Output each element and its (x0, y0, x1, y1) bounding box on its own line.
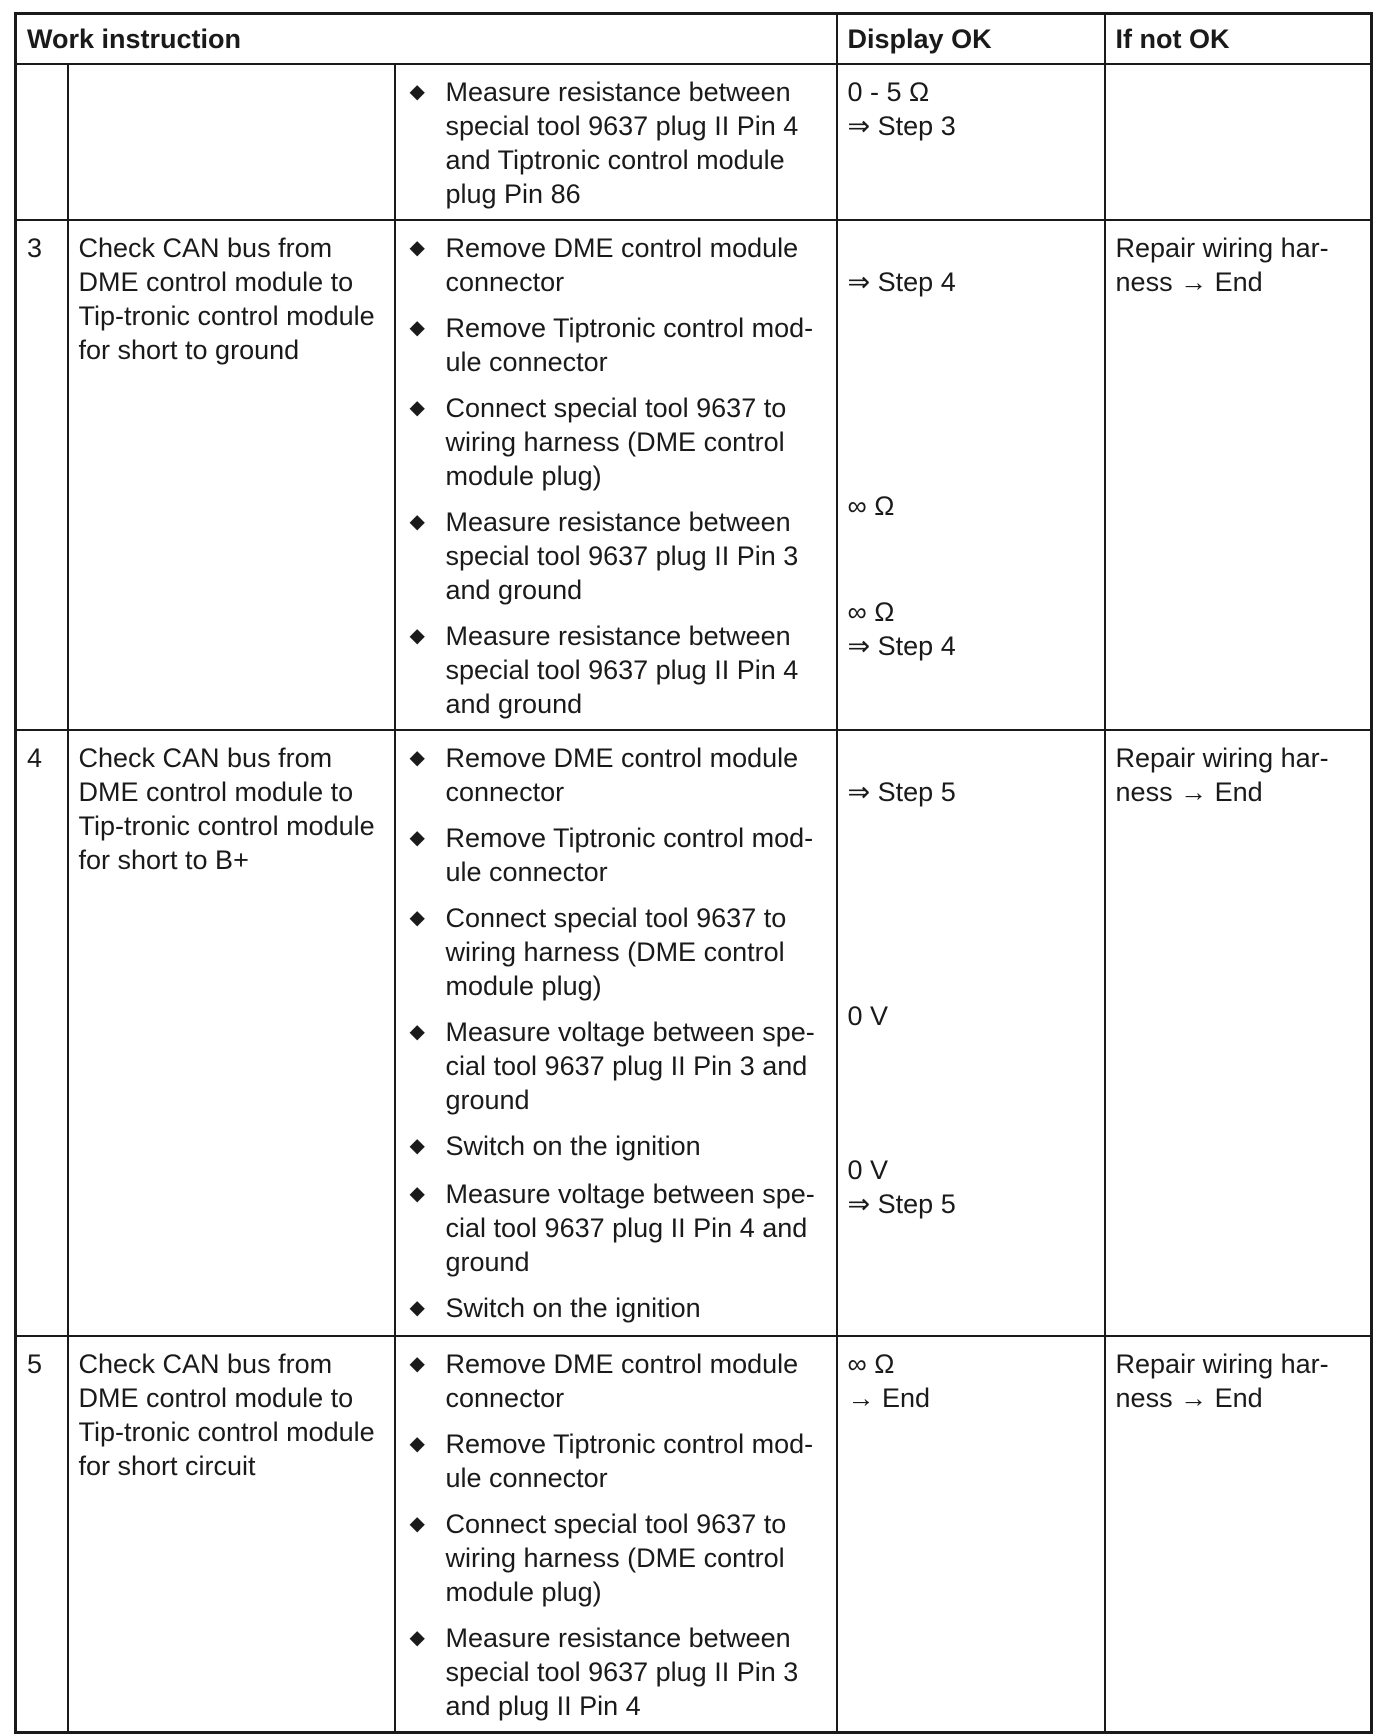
action-list (395, 220, 837, 730)
test-description: Check CAN bus from DME control module to Tip-tronic control module for short circuit (68, 1336, 395, 1733)
display-ok-block (838, 595, 1104, 689)
action-text: Remove Tiptronic control mod-ule connector (445, 1429, 814, 1493)
test-description (68, 64, 395, 220)
diamond-bullet-icon: ◆ (409, 1297, 425, 1319)
table-row (16, 220, 1372, 730)
test-description: Check CAN bus from DME control module to Tip-tronic control module for short to B+ (68, 730, 395, 1336)
action-item (396, 311, 836, 379)
display-ok-block (838, 999, 1104, 1093)
action-item (396, 901, 836, 1003)
diamond-bullet-icon: ◆ (409, 1021, 425, 1043)
display-ok-cell (837, 730, 1105, 1336)
action-item (396, 619, 836, 721)
test-description: Check CAN bus from DME control module to Tip-tronic control module for short to ground (68, 220, 395, 730)
step-number: 5 (16, 1336, 68, 1733)
display-ok-block (838, 821, 1104, 881)
action-item (396, 1427, 836, 1495)
table-row (16, 1336, 1372, 1733)
step-number: 3 (16, 220, 68, 730)
action-item (396, 505, 836, 607)
display-ok-value: 0 V (847, 1155, 889, 1185)
display-ok-block (838, 489, 1104, 583)
action-list (395, 1336, 837, 1733)
action-text: Measure resistance between special tool 9637 plug II Pin 3 and plug II Pin 4 (445, 1623, 799, 1721)
action-text: Remove DME control module connector (445, 1349, 799, 1413)
work-instruction-sheet (14, 12, 1370, 1734)
action-text: Measure voltage between spe-cial tool 9637 plug II Pin 3 and ground (445, 1017, 815, 1115)
action-text: Connect special tool 9637 to wiring harness (DME control module plug) (445, 393, 787, 491)
action-item (396, 1015, 836, 1117)
display-ok-value: ⇒ Step 4 (847, 267, 956, 297)
display-ok-value (848, 741, 1094, 775)
diamond-bullet-icon: ◆ (409, 1135, 425, 1157)
diamond-bullet-icon: ◆ (409, 1513, 425, 1535)
header-if-not-ok: If not OK (1105, 14, 1372, 65)
display-ok-cell (837, 64, 1105, 220)
action-list (395, 730, 837, 1336)
display-ok-block (838, 893, 1104, 987)
step-number: 4 (16, 730, 68, 1336)
action-item (396, 741, 836, 809)
action-text: Measure resistance between special tool 9637 plug II Pin 4 and Tiptronic control module plug Pin 86 (445, 77, 799, 209)
if-not-ok-text: Repair wiring har-ness → End (1105, 730, 1372, 1336)
display-ok-block (838, 1259, 1104, 1295)
display-ok-value: ∞ Ω (847, 1349, 895, 1379)
diamond-bullet-icon: ◆ (409, 827, 425, 849)
action-item (396, 1177, 836, 1279)
diamond-bullet-icon: ◆ (409, 1183, 425, 1205)
action-text: Switch on the ignition (445, 1131, 701, 1161)
diamond-bullet-icon: ◆ (409, 397, 425, 419)
action-item (396, 231, 836, 299)
action-text: Measure resistance between special tool 9637 plug II Pin 4 and ground (445, 621, 799, 719)
work-instruction-table (14, 12, 1373, 1734)
action-text: Remove DME control module connector (445, 743, 799, 807)
table-row (16, 730, 1372, 1336)
diamond-bullet-icon: ◆ (409, 1433, 425, 1455)
header-work-instruction: Work instruction (16, 14, 837, 65)
display-ok-cell (837, 1336, 1105, 1733)
display-ok-value: ⇒ Step 5 (847, 1189, 956, 1219)
diamond-bullet-icon: ◆ (409, 511, 425, 533)
display-ok-value: ⇒ Step 3 (847, 111, 956, 141)
action-item (396, 821, 836, 889)
action-text: Remove Tiptronic control mod-ule connector (445, 823, 814, 887)
display-ok-block (838, 1499, 1104, 1593)
display-ok-value: ⇒ Step 4 (847, 631, 956, 661)
diamond-bullet-icon: ◆ (409, 317, 425, 339)
table-row (16, 64, 1372, 220)
display-ok-value: ∞ Ω (847, 597, 895, 627)
display-ok-block (838, 1105, 1104, 1141)
display-ok-block (838, 231, 1104, 299)
diamond-bullet-icon: ◆ (409, 1353, 425, 1375)
action-item (396, 1291, 836, 1327)
header-row (16, 14, 1372, 65)
display-ok-value: → End (847, 1383, 931, 1413)
if-not-ok-text (1105, 64, 1372, 220)
diamond-bullet-icon: ◆ (409, 1627, 425, 1649)
display-ok-block (838, 741, 1104, 809)
display-ok-block (838, 1427, 1104, 1487)
diamond-bullet-icon: ◆ (409, 237, 425, 259)
header-display-ok: Display OK (837, 14, 1105, 65)
display-ok-block (838, 383, 1104, 477)
diamond-bullet-icon: ◆ (409, 625, 425, 647)
table-body (16, 64, 1372, 1733)
action-text: Connect special tool 9637 to wiring harness (DME control module plug) (445, 1509, 787, 1607)
step-number (16, 64, 68, 220)
action-text: Remove Tiptronic control mod-ule connector (445, 313, 814, 377)
action-text: Measure voltage between spe-cial tool 9637 plug II Pin 4 and ground (445, 1179, 815, 1277)
display-ok-value: 0 - 5 Ω (847, 77, 930, 107)
display-ok-block (838, 1153, 1104, 1247)
display-ok-block (838, 1605, 1104, 1699)
display-ok-value: ⇒ Step 5 (847, 777, 956, 807)
diamond-bullet-icon: ◆ (409, 907, 425, 929)
display-ok-block (838, 311, 1104, 371)
action-text: Switch on the ignition (445, 1293, 701, 1323)
action-text: Remove DME control module connector (445, 233, 799, 297)
action-text: Measure resistance between special tool 9637 plug II Pin 3 and ground (445, 507, 799, 605)
display-ok-value: ∞ Ω (847, 491, 895, 521)
diamond-bullet-icon: ◆ (409, 747, 425, 769)
display-ok-value (848, 231, 1094, 265)
display-ok-block (838, 75, 1104, 185)
display-ok-value: 0 V (847, 1001, 889, 1031)
if-not-ok-text: Repair wiring har-ness → End (1105, 220, 1372, 730)
display-ok-cell (837, 220, 1105, 730)
action-item (396, 1507, 836, 1609)
diamond-bullet-icon: ◆ (409, 81, 425, 103)
if-not-ok-text: Repair wiring har-ness → End (1105, 1336, 1372, 1733)
action-item (396, 391, 836, 493)
action-item (396, 1621, 836, 1723)
action-item (396, 1129, 836, 1165)
display-ok-block (838, 1347, 1104, 1415)
action-text: Connect special tool 9637 to wiring harness (DME control module plug) (445, 903, 787, 1001)
action-item (396, 1347, 836, 1415)
action-item (396, 75, 836, 211)
action-list (395, 64, 837, 220)
